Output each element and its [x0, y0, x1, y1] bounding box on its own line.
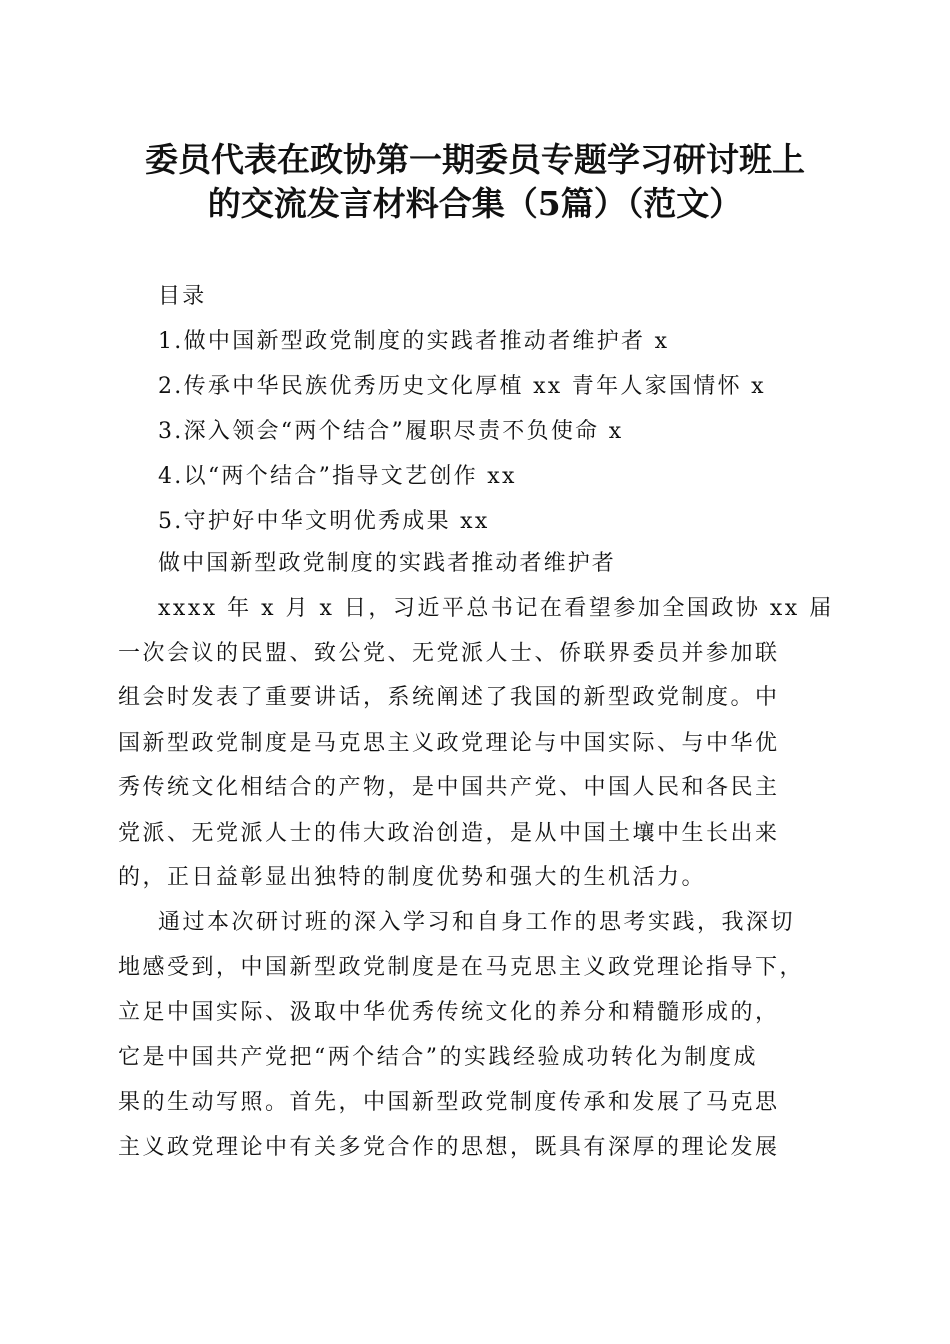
paragraph-2-line: 果的生动写照。首先，中国新型政党制度传承和发展了马克思 — [118, 1090, 780, 1115]
paragraph-1-line: xxxx 年 x 月 x 日，习近平总书记在看望参加全国政协 xx 届 — [158, 596, 834, 621]
paragraph-2-line: 立足中国实际、汲取中华优秀传统文化的养分和精髓形成的， — [118, 1000, 780, 1025]
toc-item[interactable]: 3.深入领会“两个结合”履职尽责不负使命 x — [158, 419, 624, 444]
paragraph-1-line: 秀传统文化相结合的产物，是中国共产党、中国人民和各民主 — [118, 775, 780, 800]
toc-item[interactable]: 2.传承中华民族优秀历史文化厚植 xx 青年人家国情怀 x — [158, 374, 766, 399]
paragraph-2-line: 主义政党理论中有关多党合作的思想，既具有深厚的理论发展 — [118, 1135, 780, 1160]
section-heading: 做中国新型政党制度的实践者推动者维护者 — [158, 551, 616, 576]
paragraph-1-line: 一次会议的民盟、致公党、无党派人士、侨联界委员并参加联 — [118, 641, 780, 666]
toc-item[interactable]: 1.做中国新型政党制度的实践者推动者维护者 x — [158, 329, 670, 354]
paragraph-2-line: 地感受到，中国新型政党制度是在马克思主义政党理论指导下， — [118, 955, 805, 980]
paragraph-2-line: 它是中国共产党把“两个结合”的实践经验成功转化为制度成 — [118, 1045, 758, 1070]
document-title-line-2: 的交流发言材料合集（5篇）（范文） — [207, 184, 743, 223]
paragraph-2-line: 通过本次研讨班的深入学习和自身工作的思考实践，我深切 — [158, 910, 796, 935]
paragraph-1-line: 的，正日益彰显出独特的制度优势和强大的生机活力。 — [118, 865, 707, 890]
paragraph-1-line: 党派、无党派人士的伟大政治创造，是从中国土壤中生长出来 — [118, 821, 780, 846]
toc-heading: 目录 — [158, 284, 207, 309]
document-title-line-1: 委员代表在政协第一期委员专题学习研讨班上 — [145, 140, 805, 179]
toc-item[interactable]: 4.以“两个结合”指导文艺创作 xx — [158, 464, 517, 489]
toc-item[interactable]: 5.守护好中华文明优秀成果 xx — [158, 509, 490, 534]
paragraph-1-line: 国新型政党制度是马克思主义政党理论与中国实际、与中华优 — [118, 731, 780, 756]
paragraph-1-line: 组会时发表了重要讲话，系统阐述了我国的新型政党制度。中 — [118, 685, 780, 710]
